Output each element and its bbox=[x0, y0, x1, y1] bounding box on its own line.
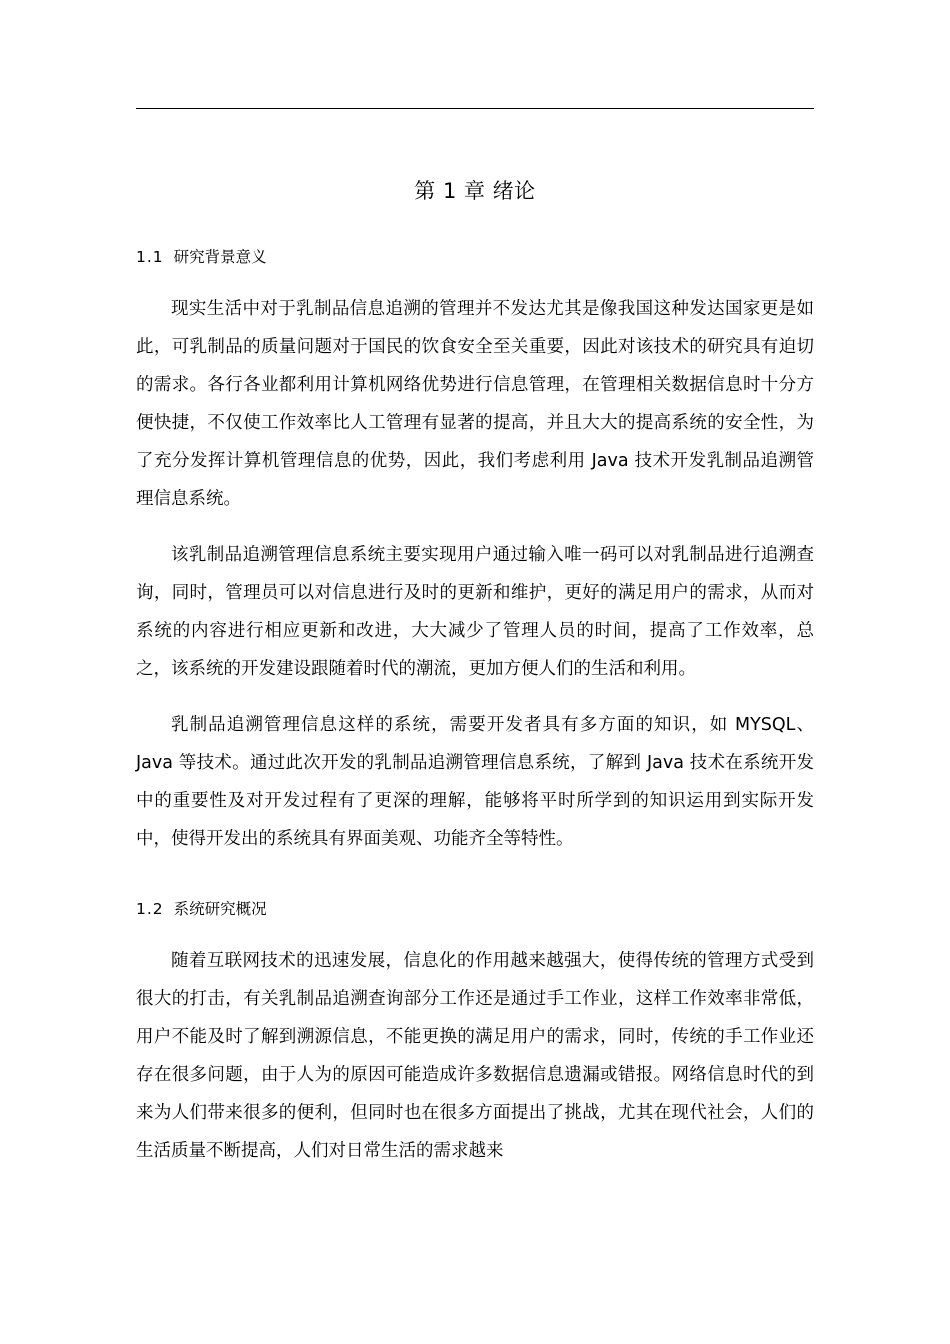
body-content bbox=[136, 240, 814, 1170]
paragraph: 该乳制品追溯管理信息系统主要实现用户通过输入唯一码可以对乳制品进行追溯查询，同时，管理员可以对信息进行及时的更新和维护，更好的满足用户的需求，从而对系统的内容进行相应更新和改进，大大减少了管理人员的时间，提高了工作效率，总之，该系统的开发建设跟随着时代的潮流，更加方便人们的生活和利用。 bbox=[136, 545, 814, 679]
paragraph: 现实生活中对于乳制品信息追溯的管理并不发达尤其是像我国这种发达国家更是如此，可乳制品的质量问题对于国民的饮食安全至关重要，因此对该技术的研究具有迫切的需求。各行各业都利用计算机网络优势进行信息管理，在管理相关数据信息时十分方便快捷，不仅使工作效率比人工管理有显著的提高，并且大大的提高系统的安全性，为了充分发挥计算机管理信息的优势，因此，我们考虑利用 Java 技术开发乳制品追溯管理信息系统。 bbox=[136, 299, 814, 509]
section-title: 系统研究概况 bbox=[173, 900, 267, 918]
paragraph: 随着互联网技术的迅速发展，信息化的作用越来越强大，使得传统的管理方式受到很大的打击，有关乳制品追溯查询部分工作还是通过手工作业，这样工作效率非常低，用户不能及时了解到溯源信息，不能更换的满足用户的需求，同时，传统的手工作业还存在很多问题，由于人为的原因可能造成许多数据信息遗漏或错报。网络信息时代的到来为人们带来很多的便利，但同时也在很多方面提出了挑战，尤其在现代社会，人们的生活质量不断提高，人们对日常生活的需求越来 bbox=[136, 951, 814, 1161]
paragraph: 乳制品追溯管理信息这样的系统，需要开发者具有多方面的知识，如 MYSQL、Java 等技术。通过此次开发的乳制品追溯管理信息系统，了解到 Java 技术在系统开发中的重要性及对开发过程有了更深的理解，能够将平时所学到的知识运用到实际开发中，使得开发出的系统具有界面美观、功能齐全等特性。 bbox=[136, 715, 814, 849]
chapter-title: 第 1 章 绪论 bbox=[414, 179, 536, 203]
section-number: 1.2 bbox=[136, 900, 164, 918]
section-number: 1.1 bbox=[136, 248, 164, 266]
section-title: 研究背景意义 bbox=[173, 248, 267, 266]
section-heading-1-2 bbox=[136, 892, 814, 926]
section-heading-1-1 bbox=[136, 240, 814, 274]
header-rule bbox=[136, 108, 814, 109]
